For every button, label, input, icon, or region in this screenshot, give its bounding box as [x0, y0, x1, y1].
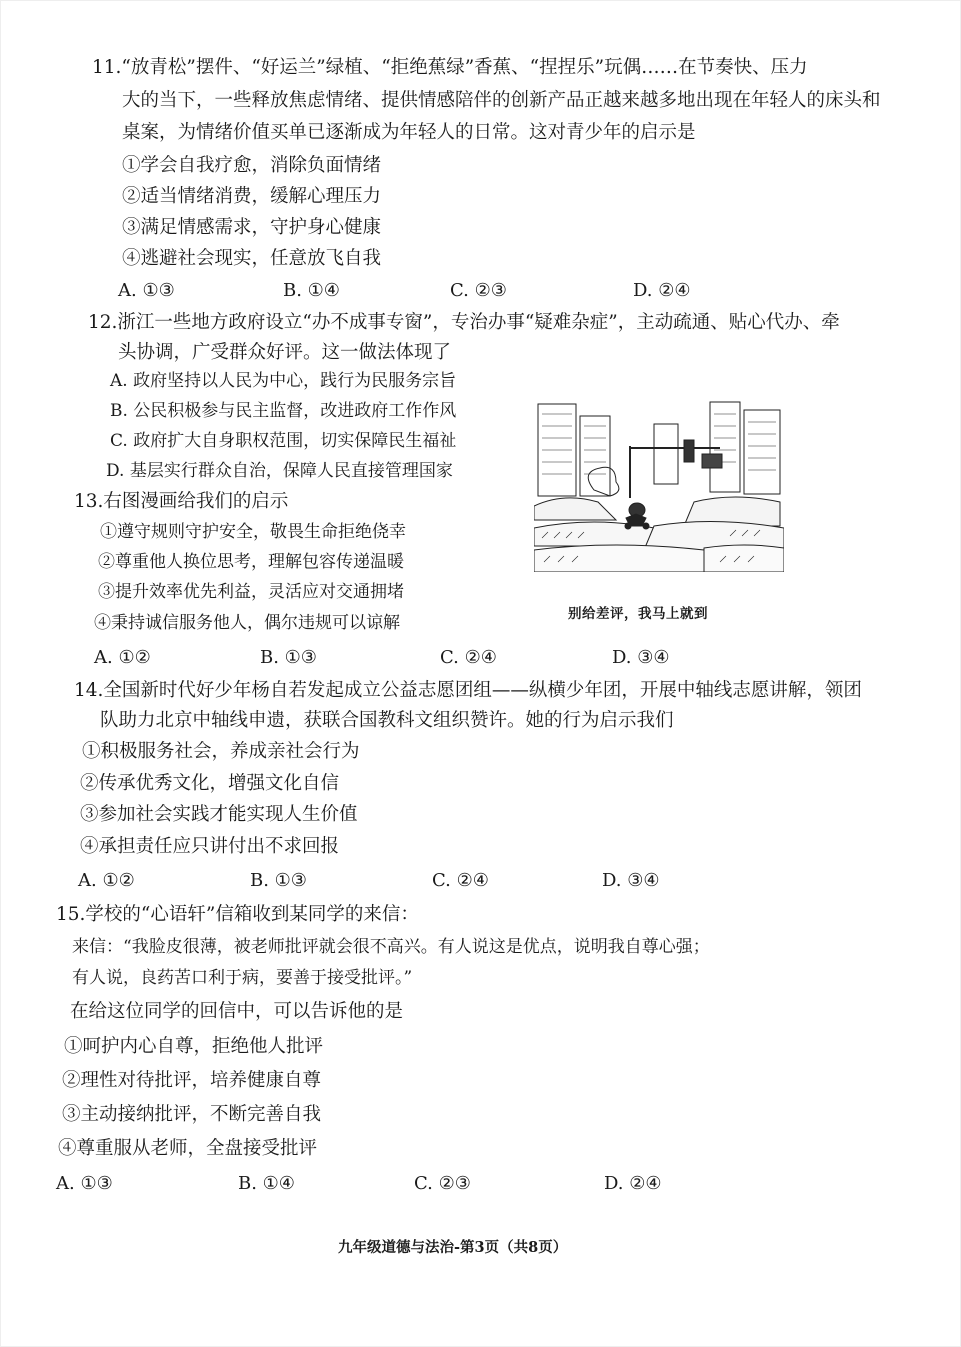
- q15-item-1: ①呵护内心自尊，拒绝他人批评: [64, 1036, 324, 1057]
- q13-option-b: B. ①③: [260, 647, 317, 668]
- q12-stem-line-1: 12.浙江一些地方政府设立“办不成事专窗”，专治办事“疑难杂症”，主动疏通、贴心代办、牵: [88, 312, 840, 333]
- q14-option-d: D. ③④: [602, 870, 660, 891]
- q14-item-1: ①积极服务社会，养成亲社会行为: [82, 741, 360, 762]
- q13-item-1: ①遵守规则守护安全，敬畏生命拒绝侥幸: [100, 522, 406, 542]
- q14-stem-line-1: 14.全国新时代好少年杨自若发起成立公益志愿团组——纵横少年团，开展中轴线志愿讲解，领团: [74, 680, 862, 701]
- q15-letter-line-2: 有人说，良药苦口利于病，要善于接受批评。”: [72, 968, 413, 988]
- q13-item-4: ④秉持诚信服务他人，偶尔违规可以谅解: [94, 613, 400, 633]
- q13-item-3: ③提升效率优先利益，灵活应对交通拥堵: [98, 582, 404, 602]
- cartoon-traffic-jam-drawing: [534, 398, 784, 572]
- q11-stem-line-2: 大的当下，一些释放焦虑情绪、提供情感陪伴的创新产品正越来越多地出现在年轻人的床头和: [122, 90, 881, 111]
- q11-option-c: C. ②③: [450, 280, 507, 301]
- q11-item-3: ③满足情感需求，守护身心健康: [122, 217, 382, 238]
- q12-option-d: D. 基层实行群众自治，保障人民直接管理国家: [106, 461, 453, 481]
- q13-option-c: C. ②④: [440, 647, 497, 668]
- q14-option-a: A. ①②: [78, 870, 135, 891]
- q11-option-d: D. ②④: [633, 280, 691, 301]
- q12-option-a: A. 政府坚持以人民为中心，践行为民服务宗旨: [110, 371, 457, 391]
- q12-option-c: C. 政府扩大自身职权范围，切实保障民生福祉: [110, 431, 457, 451]
- q13-option-a: A. ①②: [94, 647, 151, 668]
- page-footer: 九年级道德与法治-第3页（共8页）: [338, 1239, 568, 1256]
- q11-option-a: A. ①③: [118, 280, 175, 301]
- q15-item-4: ④尊重服从老师，全盘接受批评: [58, 1138, 318, 1159]
- q11-item-4: ④逃避社会现实，任意放飞自我: [122, 248, 382, 269]
- q14-item-4: ④承担责任应只讲付出不求回报: [80, 836, 340, 857]
- q15-letter-line-1: 来信：“我脸皮很薄，被老师批评就会很不高兴。有人说这是优点，说明我自尊心强；: [72, 937, 710, 957]
- cartoon-illustration: [534, 398, 784, 572]
- q15-option-d: D. ②④: [604, 1173, 662, 1194]
- q14-stem-line-2: 队助力北京中轴线申遗，获联合国教科文组织赞许。她的行为启示我们: [100, 710, 674, 731]
- q14-item-2: ②传承优秀文化，增强文化自信: [80, 773, 340, 794]
- q14-option-c: C. ②④: [432, 870, 489, 891]
- q15-stem: 15.学校的“心语轩”信箱收到某同学的来信：: [56, 904, 419, 925]
- q11-stem-line-3: 桌案，为情绪价值买单已逐渐成为年轻人的日常。这对青少年的启示是: [122, 122, 696, 143]
- q13-stem: 13.右图漫画给我们的启示: [74, 491, 289, 512]
- q14-option-b: B. ①③: [250, 870, 307, 891]
- q13-option-d: D. ③④: [612, 647, 670, 668]
- q11-stem-line-1: 11.“放青松”摆件、“好运兰”绿植、“拒绝蕉绿”香蕉、“捏捏乐”玩偶……在节奏快、压力: [92, 57, 808, 78]
- q13-item-2: ②尊重他人换位思考，理解包容传递温暖: [98, 552, 404, 572]
- q15-item-3: ③主动接纳批评，不断完善自我: [62, 1104, 322, 1125]
- q15-item-2: ②理性对待批评，培养健康自尊: [62, 1070, 322, 1091]
- cartoon-caption: 别给差评，我马上就到: [568, 606, 708, 622]
- q12-option-b: B. 公民积极参与民主监督，改进政府工作作风: [110, 401, 457, 421]
- q15-prompt: 在给这位同学的回信中，可以告诉他的是: [70, 1001, 404, 1022]
- q15-option-b: B. ①④: [238, 1173, 295, 1194]
- q12-stem-line-2: 头协调，广受群众好评。这一做法体现了: [118, 342, 452, 363]
- q11-option-b: B. ①④: [283, 280, 340, 301]
- q11-item-2: ②适当情绪消费，缓解心理压力: [122, 186, 382, 207]
- q15-option-c: C. ②③: [414, 1173, 471, 1194]
- q11-item-1: ①学会自我疗愈，消除负面情绪: [122, 155, 382, 176]
- q14-item-3: ③参加社会实践才能实现人生价值: [80, 804, 358, 825]
- q15-option-a: A. ①③: [56, 1173, 113, 1194]
